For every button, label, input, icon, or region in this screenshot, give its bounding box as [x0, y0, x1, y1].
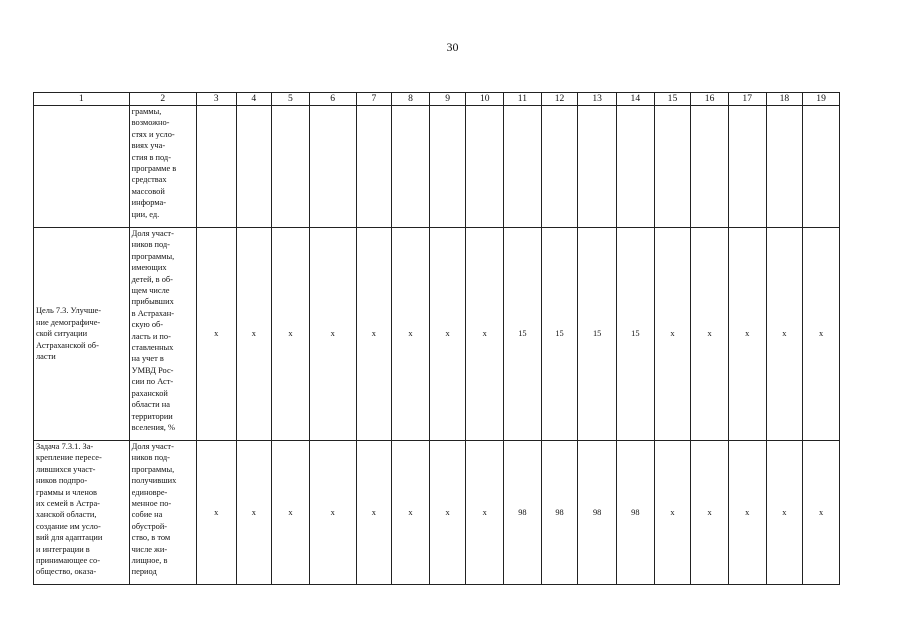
table-row: [34, 441, 840, 585]
column-header: 6: [309, 93, 356, 106]
column-header: 19: [803, 93, 840, 106]
value-cell: [654, 106, 691, 228]
value-cell: 98: [541, 441, 578, 585]
indicator-cell: граммы, возможно- стях и усло- виях уча- стия в под- программе в средствах массовой информа- ции, ед.: [129, 106, 196, 228]
value-cell: х: [272, 441, 310, 585]
value-cell: х: [766, 228, 803, 441]
value-cell: [578, 106, 617, 228]
value-cell: [766, 106, 803, 228]
value-cell: [803, 106, 840, 228]
value-cell: х: [392, 441, 430, 585]
value-cell: х: [272, 228, 310, 441]
column-header: 14: [617, 93, 655, 106]
column-header: 1: [34, 93, 130, 106]
value-cell: х: [309, 228, 356, 441]
column-header: 10: [466, 93, 504, 106]
value-cell: х: [236, 441, 272, 585]
value-cell: х: [654, 228, 691, 441]
value-cell: х: [728, 441, 766, 585]
value-cell: [309, 106, 356, 228]
column-header: 7: [356, 93, 392, 106]
value-cell: х: [196, 228, 236, 441]
value-cell: х: [466, 441, 504, 585]
column-header: 18: [766, 93, 803, 106]
value-cell: х: [236, 228, 272, 441]
column-header: 12: [541, 93, 578, 106]
column-header: 2: [129, 93, 196, 106]
task-cell: Задача 7.3.1. За- крепление пересе- лившихся участ- ников подпро- граммы и членов их семей в Астра- ханской области, создание им усло- вий для адаптации и интеграции в принимающее со- общество, оказа-: [34, 441, 130, 585]
table-row: [34, 228, 840, 441]
value-cell: [272, 106, 310, 228]
goal-cell: [34, 106, 130, 228]
value-cell: [196, 106, 236, 228]
page-number: 30: [446, 40, 459, 54]
indicator-cell: Доля участ- ников под- программы, получивших единовре- менное по- собие на обустрой- ство, в том числе жи- лищное, в период: [129, 441, 196, 585]
value-cell: 15: [504, 228, 542, 441]
value-cell: х: [429, 441, 466, 585]
value-cell: 98: [617, 441, 655, 585]
column-header: 13: [578, 93, 617, 106]
column-header: 8: [392, 93, 430, 106]
column-header: 17: [728, 93, 766, 106]
value-cell: [356, 106, 392, 228]
column-header: 11: [504, 93, 542, 106]
value-cell: 15: [578, 228, 617, 441]
column-header: 4: [236, 93, 272, 106]
value-cell: 15: [541, 228, 578, 441]
header-row: [34, 93, 840, 106]
value-cell: [429, 106, 466, 228]
table-row: [34, 106, 840, 228]
value-cell: х: [356, 441, 392, 585]
value-cell: [236, 106, 272, 228]
value-cell: [392, 106, 430, 228]
value-cell: х: [691, 228, 729, 441]
value-cell: х: [429, 228, 466, 441]
indicator-table: [33, 92, 840, 585]
indicator-cell: Доля участ- ников под- программы, имеющих детей, в об- щем числе прибывших в Астрахан- скую об- ласть и по- ставленных на учет в УМВД Рос- сии по Аст- раханской области на территории вселения, %: [129, 228, 196, 441]
column-header: 16: [691, 93, 729, 106]
value-cell: 98: [578, 441, 617, 585]
value-cell: [504, 106, 542, 228]
value-cell: [691, 106, 729, 228]
value-cell: х: [196, 441, 236, 585]
value-cell: х: [392, 228, 430, 441]
value-cell: [466, 106, 504, 228]
value-cell: х: [309, 441, 356, 585]
value-cell: х: [466, 228, 504, 441]
value-cell: 15: [617, 228, 655, 441]
value-cell: х: [803, 228, 840, 441]
value-cell: х: [654, 441, 691, 585]
value-cell: [541, 106, 578, 228]
goal-cell: Цель 7.3. Улучше- ние демографиче- ской ситуации Астраханской об- ласти: [34, 228, 130, 441]
value-cell: 98: [504, 441, 542, 585]
column-header: 3: [196, 93, 236, 106]
column-header: 5: [272, 93, 310, 106]
value-cell: х: [766, 441, 803, 585]
column-header: 15: [654, 93, 691, 106]
value-cell: х: [803, 441, 840, 585]
value-cell: х: [356, 228, 392, 441]
column-header: 9: [429, 93, 466, 106]
value-cell: [617, 106, 655, 228]
value-cell: х: [728, 228, 766, 441]
value-cell: [728, 106, 766, 228]
value-cell: х: [691, 441, 729, 585]
